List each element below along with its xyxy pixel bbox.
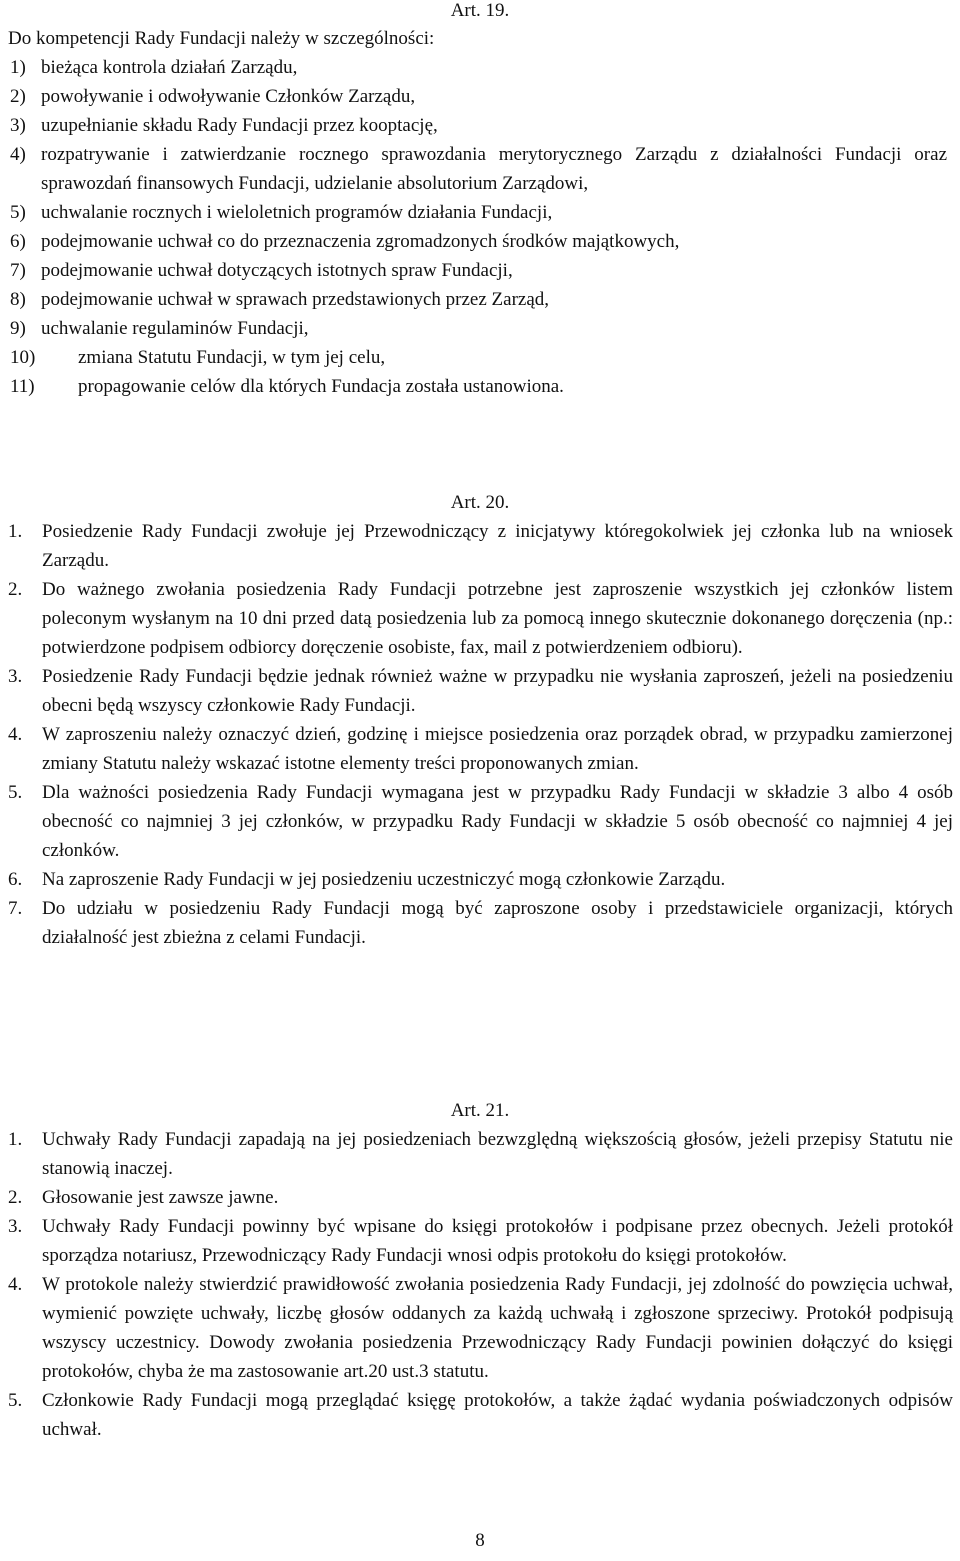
item-text: Na zaproszenie Rady Fundacji w jej posiedzeniu uczestniczyć mogą członkowie Zarządu. <box>42 869 726 890</box>
list-item <box>8 865 953 894</box>
article-19-intro: Do kompetencji Rady Fundacji należy w szczególności: <box>8 28 435 49</box>
article-20-title: Art. 20. <box>450 492 510 513</box>
list-item <box>10 111 955 140</box>
list-item <box>8 575 953 662</box>
list-item <box>10 140 955 198</box>
item-number: 2. <box>8 1187 23 1208</box>
item-text: Członkowie Rady Fundacji mogą przeglądać księgę protokołów, a także żądać wydania poświadczonych odpisów uchwał. <box>42 1390 953 1440</box>
item-text: Uchwały Rady Fundacji zapadają na jej posiedzeniach bezwzględną większością głosów, jeżeli przepisy Statutu nie stanowią inaczej. <box>42 1129 953 1179</box>
item-number: 3. <box>8 1216 23 1237</box>
item-text: Głosowanie jest zawsze jawne. <box>42 1187 279 1208</box>
item-text: Do ważnego zwołania posiedzenia Rady Fundacji potrzebne jest zaproszenie wszystkich jej członków listem poleconym wysłanym na 10 dni przed datą posiedzenia lub za pomocą innego skutecznie dokonanego doręczenia (np.: potwierdzone podpisem odbiorcy doręczenie osobiste, fax, mail z potwierdzeniem odbioru). <box>42 579 953 658</box>
item-number: 6. <box>8 869 23 890</box>
list-item <box>8 1270 953 1386</box>
item-text: uchwalanie rocznych i wieloletnich programów działania Fundacji, <box>41 202 553 223</box>
item-text: podejmowanie uchwał w sprawach przedstawionych przez Zarząd, <box>41 289 550 310</box>
list-item <box>8 662 953 720</box>
item-text: bieżąca kontrola działań Zarządu, <box>41 57 298 78</box>
item-number: 7. <box>8 898 23 919</box>
list-item <box>8 1183 953 1212</box>
list-item <box>8 1212 953 1270</box>
list-item <box>10 53 955 82</box>
item-number: 9) <box>10 318 26 339</box>
article-19-title: Art. 19. <box>450 0 510 21</box>
page-number: 8 <box>475 1530 485 1551</box>
item-number: 10) <box>10 347 36 368</box>
article-21-title: Art. 21. <box>450 1100 510 1121</box>
list-item <box>8 720 953 778</box>
item-text: podejmowanie uchwał co do przeznaczenia zgromadzonych środków majątkowych, <box>41 231 680 252</box>
item-number: 3) <box>10 115 26 136</box>
article-21-list <box>8 1125 953 1444</box>
item-number: 2) <box>10 86 26 107</box>
article-19-list <box>10 53 955 401</box>
item-text: powoływanie i odwoływanie Członków Zarządu, <box>41 86 416 107</box>
item-number: 5) <box>10 202 26 223</box>
item-text: Posiedzenie Rady Fundacji będzie jednak również ważne w przypadku nie wysłania zaproszeń, jeżeli na posiedzeniu obecni będą wszyscy członkowie Rady Fundacji. <box>42 666 953 716</box>
item-number: 4) <box>10 144 26 165</box>
item-text: W protokole należy stwierdzić prawidłowość zwołania posiedzenia Rady Fundacji, jej zdolność do powzięcia uchwał, wymienić powzięte uchwały, liczbę głosów oddanych za każdą uchwałą i zgłoszone sprzeciwy. Protokół podpisują wszyscy uczestnicy. Dowody zwołania posiedzenia Przewodniczący Rady Fundacji powinien dołączyć do księgi protokołów, chyba że ma zastosowanie art.20 ust.3 statutu. <box>42 1274 953 1382</box>
list-item <box>8 1386 953 1444</box>
item-text: W zaproszeniu należy oznaczyć dzień, godzinę i miejsce posiedzenia oraz porządek obrad, w przypadku zamierzonej zmiany Statutu należy wskazać istotne elementy treści proponowanych zmian. <box>42 724 953 774</box>
item-number: 1. <box>8 1129 23 1150</box>
item-text: rozpatrywanie i zatwierdzanie rocznego sprawozdania merytorycznego Zarządu z działalności Fundacji oraz sprawozdań finansowych Fundacji, udzielanie absolutorium Zarządowi, <box>41 144 947 194</box>
item-number: 8) <box>10 289 26 310</box>
item-number: 2. <box>8 579 23 600</box>
list-item <box>10 314 955 343</box>
list-item <box>8 1125 953 1183</box>
item-number: 7) <box>10 260 26 281</box>
list-item <box>8 778 953 865</box>
article-20-list <box>8 517 953 952</box>
item-number: 4. <box>8 724 23 745</box>
item-number: 5. <box>8 782 23 803</box>
item-text: uzupełnianie składu Rady Fundacji przez kooptację, <box>41 115 438 136</box>
list-item <box>10 372 955 401</box>
item-number: 6) <box>10 231 26 252</box>
item-text: propagowanie celów dla których Fundacja została ustanowiona. <box>78 376 564 397</box>
list-item <box>10 227 955 256</box>
list-item <box>10 343 955 372</box>
item-text: Posiedzenie Rady Fundacji zwołuje jej Przewodniczący z inicjatywy któregokolwiek jej członka lub na wniosek Zarządu. <box>42 521 953 571</box>
item-text: zmiana Statutu Fundacji, w tym jej celu, <box>78 347 386 368</box>
list-item <box>10 198 955 227</box>
item-number: 4. <box>8 1274 23 1295</box>
list-item <box>10 82 955 111</box>
item-number: 1. <box>8 521 23 542</box>
item-number: 3. <box>8 666 23 687</box>
list-item <box>8 517 953 575</box>
list-item <box>10 285 955 314</box>
list-item <box>8 894 953 952</box>
item-number: 11) <box>10 376 35 397</box>
item-number: 5. <box>8 1390 23 1411</box>
item-text: podejmowanie uchwał dotyczących istotnych spraw Fundacji, <box>41 260 513 281</box>
item-text: Do udziału w posiedzeniu Rady Fundacji mogą być zaproszone osoby i przedstawiciele organizacji, których działalność jest zbieżna z celami Fundacji. <box>42 898 953 948</box>
item-text: uchwalanie regulaminów Fundacji, <box>41 318 309 339</box>
item-text: Dla ważności posiedzenia Rady Fundacji wymagana jest w przypadku Rady Fundacji w składzie 3 albo 4 osób obecność co najmniej 3 jej członków, w przypadku Rady Fundacji w składzie 5 osób obecność co najmniej 4 jej członków. <box>42 782 953 861</box>
list-item <box>10 256 955 285</box>
item-number: 1) <box>10 57 26 78</box>
item-text: Uchwały Rady Fundacji powinny być wpisane do księgi protokołów i podpisane przez obecnych. Jeżeli protokół sporządza notariusz, Przewodniczący Rady Fundacji wnosi odpis protokołu do księgi protokołów. <box>42 1216 953 1266</box>
